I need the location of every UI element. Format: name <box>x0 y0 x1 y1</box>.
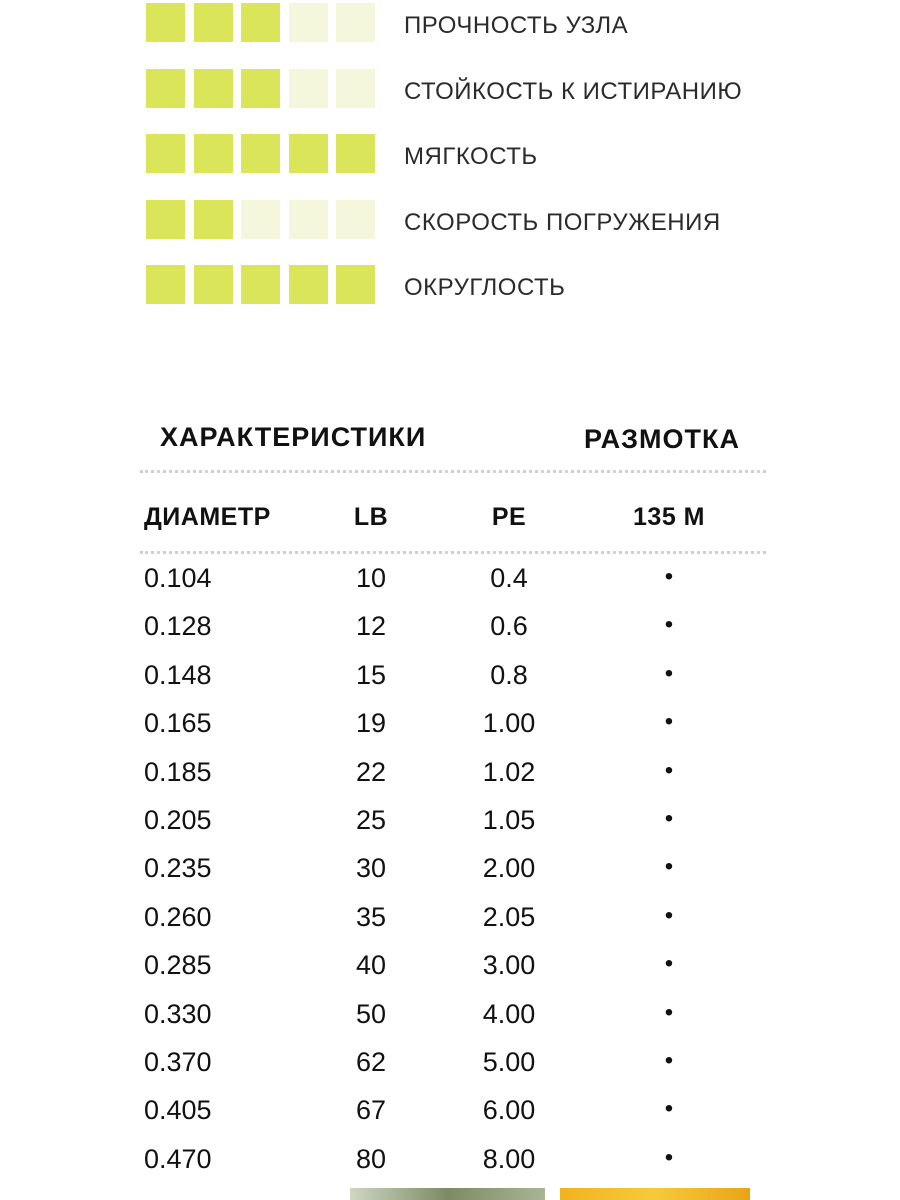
rating-square-filled <box>194 265 233 304</box>
cell-pe: 1.00 <box>482 708 536 739</box>
rating-square-filled <box>194 69 233 108</box>
rating-label: ПРОЧНОСТЬ УЗЛА <box>404 12 629 39</box>
cell-spool-mark: • <box>664 1047 674 1074</box>
rating-square-filled <box>194 134 233 173</box>
rating-square-filled <box>336 134 375 173</box>
cell-lb: 30 <box>355 853 387 884</box>
rating-square-empty <box>289 200 328 239</box>
rating-square-filled <box>289 134 328 173</box>
cell-lb: 10 <box>355 563 387 593</box>
spool-title: РАЗМОТКА <box>584 424 741 454</box>
cell-pe: 6.00 <box>482 1095 536 1126</box>
rating-row <box>146 69 786 109</box>
divider <box>140 470 766 473</box>
rating-square-empty <box>289 69 328 108</box>
rating-square-filled <box>194 3 233 42</box>
cell-spool-mark: • <box>664 659 674 687</box>
cell-pe: 1.02 <box>482 756 536 787</box>
rating-square-filled <box>146 265 185 304</box>
rating-square-filled <box>146 3 185 42</box>
rating-square-filled <box>146 134 185 173</box>
cell-diameter: 0.185 <box>144 756 212 787</box>
cell-pe: 8.00 <box>482 1143 536 1174</box>
cell-lb: 22 <box>355 756 387 787</box>
cell-spool-mark: • <box>664 756 674 784</box>
rating-square-filled <box>241 3 280 42</box>
rating-square-filled <box>241 134 280 173</box>
rating-label: СКОРОСТЬ ПОГРУЖЕНИЯ <box>404 208 721 236</box>
cell-lb: 15 <box>355 659 387 690</box>
cell-diameter: 0.128 <box>144 611 212 642</box>
specs-title: ХАРАКТЕРИСТИКИ <box>160 422 427 452</box>
cell-diameter: 0.165 <box>144 708 212 739</box>
cell-spool-mark: • <box>664 853 674 881</box>
rating-label: ОКРУГЛОСТЬ <box>404 274 566 301</box>
cell-lb: 80 <box>355 1143 387 1174</box>
cell-pe: 4.00 <box>482 998 536 1029</box>
cell-spool-mark: • <box>664 708 674 736</box>
rating-square-empty <box>241 200 280 239</box>
cell-lb: 35 <box>355 901 387 932</box>
cell-lb: 25 <box>355 805 387 835</box>
cell-pe: 0.8 <box>490 659 528 690</box>
cell-pe: 0.4 <box>490 563 528 593</box>
cell-spool-mark: • <box>664 901 674 929</box>
rating-square-filled <box>241 69 280 108</box>
column-spool-135m: 135 M <box>633 503 705 531</box>
cell-spool-mark: • <box>664 611 674 639</box>
rating-square-filled <box>289 265 328 304</box>
rating-square-filled <box>146 200 185 239</box>
product-image-strip <box>350 1188 750 1200</box>
cell-diameter: 0.205 <box>144 805 212 835</box>
cell-diameter: 0.370 <box>144 1047 212 1077</box>
cell-spool-mark: • <box>664 563 674 590</box>
cell-diameter: 0.260 <box>144 901 212 932</box>
cell-pe: 2.05 <box>482 901 536 932</box>
cell-lb: 12 <box>355 611 387 642</box>
rating-square-filled <box>336 265 375 304</box>
divider <box>140 551 766 554</box>
cell-pe: 0.6 <box>490 611 528 642</box>
cell-diameter: 0.330 <box>144 998 212 1029</box>
rating-square-empty <box>336 69 375 108</box>
rating-square-filled <box>241 265 280 304</box>
rating-square-empty <box>336 3 375 42</box>
product-image-left <box>350 1188 545 1200</box>
product-image-right <box>560 1188 750 1200</box>
cell-spool-mark: • <box>664 805 674 832</box>
column-diameter: ДИАМЕТР <box>144 503 271 531</box>
cell-spool-mark: • <box>664 1095 674 1123</box>
rating-label: СТОЙКОСТЬ К ИСТИРАНИЮ <box>404 77 743 105</box>
cell-pe: 1.05 <box>482 805 536 835</box>
cell-pe: 3.00 <box>482 950 536 981</box>
cell-pe: 5.00 <box>482 1047 536 1077</box>
cell-diameter: 0.148 <box>144 659 212 690</box>
rating-label: МЯГКОСТЬ <box>404 143 538 170</box>
cell-lb: 67 <box>355 1095 387 1126</box>
rating-row <box>146 134 786 174</box>
column-lb: LB <box>353 503 389 531</box>
cell-diameter: 0.235 <box>144 853 212 884</box>
cell-spool-mark: • <box>664 998 674 1026</box>
rating-square-filled <box>146 69 185 108</box>
rating-row <box>146 265 786 305</box>
cell-diameter: 0.405 <box>144 1095 212 1126</box>
cell-diameter: 0.104 <box>144 563 212 593</box>
rating-row <box>146 200 786 240</box>
cell-spool-mark: • <box>664 950 674 978</box>
rating-square-empty <box>336 200 375 239</box>
cell-lb: 19 <box>355 708 387 739</box>
rating-square-empty <box>289 3 328 42</box>
cell-diameter: 0.285 <box>144 950 212 981</box>
rating-row <box>146 3 786 43</box>
cell-pe: 2.00 <box>482 853 536 884</box>
rating-square-filled <box>194 200 233 239</box>
cell-lb: 50 <box>355 998 387 1029</box>
cell-lb: 62 <box>355 1047 387 1077</box>
column-pe: PE <box>491 503 527 531</box>
cell-diameter: 0.470 <box>144 1143 212 1174</box>
cell-lb: 40 <box>355 950 387 981</box>
cell-spool-mark: • <box>664 1143 674 1171</box>
